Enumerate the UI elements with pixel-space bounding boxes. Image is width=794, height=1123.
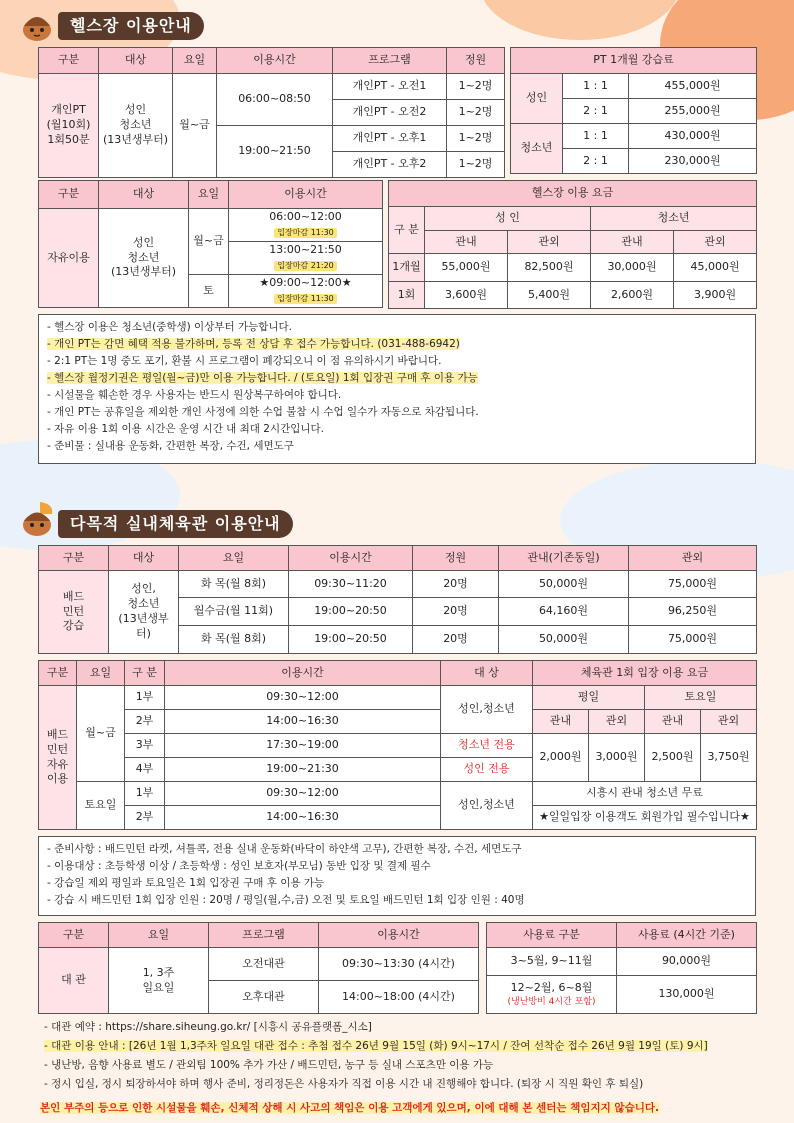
session-time: 14:00~16:30 xyxy=(165,806,441,830)
footer-line: - 냉난방, 음향 사용료 별도 / 관외팀 100% 추가 가산 / 배드민턴, 농구 등 실내 스포츠만 이용 가능 xyxy=(44,1059,494,1071)
pt-program: 개인PT - 오전1 xyxy=(333,74,447,100)
col-header: 구 분 xyxy=(125,661,165,686)
free-category: 자유이용 xyxy=(39,209,99,308)
background-leaf xyxy=(480,0,680,40)
fee-out: 관외 xyxy=(701,710,757,734)
rental-fee-table xyxy=(486,922,757,1014)
note-line: - 헬스장 월정기권은 평일(월~금)만 이용 가능합니다. / (토요일) 1회 입장권 구매 후 이용 가능 xyxy=(47,372,478,384)
gym-fee-out: 관외 xyxy=(508,231,591,254)
gym-fee-out: 관외 xyxy=(674,231,757,254)
entry-deadline-badge: 입장마감 11:30 xyxy=(274,228,337,238)
pt-fee-amount: 230,000원 xyxy=(629,149,757,174)
col-header: 요일 xyxy=(179,546,289,571)
pt-fee-amount: 430,000원 xyxy=(629,124,757,149)
rental-time: 14:00~18:00 (4시간) xyxy=(319,981,479,1014)
entry-fee-title: 체육관 1회 입장 이용 요금 xyxy=(533,661,757,686)
lesson-fee-in: 50,000원 xyxy=(499,571,629,598)
fee-value: 2,000원 xyxy=(533,734,589,782)
col-header: 대상 xyxy=(99,48,173,74)
rental-table xyxy=(38,922,479,1014)
col-header: 요일 xyxy=(173,48,217,74)
pt-fee-table xyxy=(510,47,757,174)
note-line: - 헬스장 이용은 청소년(중학생) 이상부터 가능합니다. xyxy=(47,321,293,333)
col-header: 구분 xyxy=(39,48,99,74)
rental-days: 1, 3주 일요일 xyxy=(109,948,209,1014)
fitness-notes xyxy=(38,314,756,464)
fee-in: 관내 xyxy=(645,710,701,734)
free-badminton-sat: 토요일 xyxy=(77,782,125,830)
gym-fee-value: 3,600원 xyxy=(425,282,508,309)
gym-fee-in: 관내 xyxy=(591,231,674,254)
note-line: - 자유 이용 1회 이용 시간은 운영 시간 내 최대 2시간입니다. xyxy=(47,423,325,435)
rental-period: 3~5월, 9~11월 xyxy=(487,948,617,976)
lesson-fee-out: 96,250원 xyxy=(629,598,757,626)
pt-days: 월~금 xyxy=(173,74,217,178)
fitness-section-title: 헬스장 이용안내 xyxy=(58,12,204,40)
lesson-day: 화 목(월 8회) xyxy=(179,571,289,598)
session-part: 2부 xyxy=(125,710,165,734)
session-time: 19:00~21:30 xyxy=(165,758,441,782)
lesson-day: 월수금(월 11회) xyxy=(179,598,289,626)
gym-section-title: 다목적 실내체육관 이용안내 xyxy=(58,510,293,538)
col-header: 대상 xyxy=(99,181,189,209)
lesson-capacity: 20명 xyxy=(413,598,499,626)
gym-notes xyxy=(38,836,756,916)
col-header: 요일 xyxy=(77,661,125,686)
gym-fee-youth: 청소년 xyxy=(591,207,757,231)
note-line: - 시설물을 훼손한 경우 사용자는 반드시 원상복구하여야 합니다. xyxy=(47,389,342,401)
rental-program: 오전대관 xyxy=(209,948,319,981)
free-target: 성인 청소년 (13년생부터) xyxy=(99,209,189,308)
lesson-category: 배드 민턴 강습 xyxy=(39,571,109,654)
session-part: 1부 xyxy=(125,782,165,806)
lesson-day: 화 목(월 8회) xyxy=(179,626,289,654)
footer-line: - 정시 입실, 정시 퇴장하셔야 하며 행사 준비, 정리정돈은 사용자가 직접 이용 시간 내 진행해야 합니다. (퇴장 시 직원 확인 후 퇴실) xyxy=(44,1078,644,1090)
free-slot: ★09:00~12:00★ 입장마감 11:30 xyxy=(229,275,383,308)
session-time: 09:30~12:00 xyxy=(165,686,441,710)
note-line: - 강습 시 배드민턴 1회 입장 인원 : 20명 / 평일(월,수,금) 오전 및 토요일 배드민턴 1회 입장 인원 : 40명 xyxy=(47,894,525,906)
gym-fee-in: 관내 xyxy=(425,231,508,254)
badminton-lesson-table xyxy=(38,545,757,654)
pt-fee-title: PT 1개월 강습료 xyxy=(511,48,757,74)
col-header: 이용시간 xyxy=(229,181,383,209)
chestnut-mascot-icon xyxy=(18,500,56,538)
pt-schedule-table xyxy=(38,47,505,178)
session-part: 1부 xyxy=(125,686,165,710)
session-target-youth: 청소년 전용 xyxy=(441,734,533,758)
free-sat: 토 xyxy=(189,275,229,308)
col-header: 정원 xyxy=(413,546,499,571)
pt-fee-youth: 청소년 xyxy=(511,124,563,174)
rental-category: 대 관 xyxy=(39,948,109,1014)
fee-value: 2,500원 xyxy=(645,734,701,782)
fee-sat-label: 토요일 xyxy=(645,686,757,710)
free-badminton-weekday: 월~금 xyxy=(77,686,125,782)
lesson-time: 09:30~11:20 xyxy=(289,571,413,598)
pt-time-pm: 19:00~21:50 xyxy=(217,126,333,178)
note-line: - 강습일 제외 평일과 토요일은 1회 입장권 구매 후 이용 가능 xyxy=(47,877,325,889)
col-header: 관외 xyxy=(629,546,757,571)
free-badminton-category: 배드 민턴 자유 이용 xyxy=(39,686,77,830)
lesson-capacity: 20명 xyxy=(413,571,499,598)
rental-fee: 130,000원 xyxy=(617,976,757,1014)
pt-capacity: 1~2명 xyxy=(447,152,505,178)
pt-capacity: 1~2명 xyxy=(447,100,505,126)
col-header: 요일 xyxy=(189,181,229,209)
gym-fee-value: 3,900원 xyxy=(674,282,757,309)
pt-program: 개인PT - 오전2 xyxy=(333,100,447,126)
gym-fee-value: 5,400원 xyxy=(508,282,591,309)
col-header: 요일 xyxy=(109,923,209,948)
free-slot: 13:00~21:50 입장마감 21:20 xyxy=(229,242,383,275)
chestnut-mascot-icon xyxy=(18,6,56,44)
rental-program: 오후대관 xyxy=(209,981,319,1014)
pt-fee-amount: 455,000원 xyxy=(629,74,757,99)
col-header: 이용시간 xyxy=(165,661,441,686)
note-line: - 이용대상 : 초등학생 이상 / 초등학생 : 성인 보호자(부모님) 동반 입장 및 결제 필수 xyxy=(47,860,431,872)
note-line: - 준비물 : 실내용 운동화, 간편한 복장, 수건, 세면도구 xyxy=(47,440,294,452)
lesson-fee-out: 75,000원 xyxy=(629,571,757,598)
note-line: - 2:1 PT는 1명 중도 포기, 환불 시 프로그램이 폐강되오니 이 점 유의하시기 바랍니다. xyxy=(47,355,442,367)
fee-value: 3,000원 xyxy=(589,734,645,782)
col-header: 프로그램 xyxy=(333,48,447,74)
pt-fee-amount: 255,000원 xyxy=(629,99,757,124)
col-header: 이용시간 xyxy=(289,546,413,571)
lesson-fee-in: 64,160원 xyxy=(499,598,629,626)
free-use-table xyxy=(38,180,383,308)
col-header: 사용료 구분 xyxy=(487,923,617,948)
col-header: 관내(기존동일) xyxy=(499,546,629,571)
pt-fee-ratio: 1 : 1 xyxy=(563,124,629,149)
pt-fee-ratio: 2 : 1 xyxy=(563,99,629,124)
session-target-adult: 성인 전용 xyxy=(441,758,533,782)
gym-fee-table xyxy=(388,180,757,309)
col-header: 이용시간 xyxy=(319,923,479,948)
fee-in: 관내 xyxy=(533,710,589,734)
lesson-time: 19:00~20:50 xyxy=(289,626,413,654)
session-time: 09:30~12:00 xyxy=(165,782,441,806)
entry-deadline-badge: 입장마감 11:30 xyxy=(274,294,337,304)
col-header: 사용료 (4시간 기준) xyxy=(617,923,757,948)
gym-fee-value: 82,500원 xyxy=(508,254,591,282)
gym-fee-row-label: 1개월 xyxy=(389,254,425,282)
col-header: 정원 xyxy=(447,48,505,74)
rental-reservation-link[interactable]: - 대관 예약 : https://share.siheung.go.kr/ [시흥시 공유플랫폼_시소] xyxy=(44,1021,372,1033)
pt-program: 개인PT - 오후2 xyxy=(333,152,447,178)
pt-fee-ratio: 1 : 1 xyxy=(563,74,629,99)
pt-program: 개인PT - 오후1 xyxy=(333,126,447,152)
fee-value: 3,750원 xyxy=(701,734,757,782)
gym-fee-value: 2,600원 xyxy=(591,282,674,309)
gym-fee-value: 30,000원 xyxy=(591,254,674,282)
col-header: 구분 xyxy=(39,181,99,209)
gym-fee-row-label: 1회 xyxy=(389,282,425,309)
pt-fee-adult: 성인 xyxy=(511,74,563,124)
note-line: - 준비사항 : 배드민턴 라켓, 셔틀콕, 전용 실내 운동화(바닥이 하얀색 고무), 간편한 복장, 수건, 세면도구 xyxy=(47,843,522,855)
session-part: 3부 xyxy=(125,734,165,758)
rental-time: 09:30~13:30 (4시간) xyxy=(319,948,479,981)
footer-line: - 대관 이용 안내 : [26년 1월 1,3주차 일요일 대관 접수 : 추첨 접수 26년 9월 15일 (화) 9시~17시 / 잔여 선착순 접수 26년 9월 19일 (토) 9시] xyxy=(44,1040,708,1052)
session-part: 4부 xyxy=(125,758,165,782)
pt-capacity: 1~2명 xyxy=(447,126,505,152)
fee-weekday-label: 평일 xyxy=(533,686,645,710)
session-target: 성인,청소년 xyxy=(441,782,533,830)
entry-deadline-badge: 입장마감 21:20 xyxy=(274,261,337,271)
pt-time-am: 06:00~08:50 xyxy=(217,74,333,126)
gym-fee-value: 55,000원 xyxy=(425,254,508,282)
pt-fee-ratio: 2 : 1 xyxy=(563,149,629,174)
note-line: - 개인 PT는 공휴일을 제외한 개인 사정에 의한 수업 불참 시 수업 일수가 자동으로 차감됩니다. xyxy=(47,406,479,418)
col-header: 대상 xyxy=(109,546,179,571)
pt-capacity: 1~2명 xyxy=(447,74,505,100)
liability-warning: 본인 부주의 등으로 인한 시설물을 훼손, 신체적 상해 시 사고의 책임은 이용 고객에게 있으며, 이에 대해 본 센터는 책임지지 않습니다. xyxy=(40,1102,659,1114)
col-header: 이용시간 xyxy=(217,48,333,74)
youth-free-note: 시흥시 관내 청소년 무료 xyxy=(533,782,757,806)
pt-category: 개인PT (월10회) 1회50분 xyxy=(39,74,99,178)
col-header: 대 상 xyxy=(441,661,533,686)
pt-target: 성인 청소년 (13년생부터) xyxy=(99,74,173,178)
fee-out: 관외 xyxy=(589,710,645,734)
col-header: 구분 xyxy=(39,661,77,686)
free-weekday: 월~금 xyxy=(189,209,229,275)
lesson-fee-in: 50,000원 xyxy=(499,626,629,654)
col-header: 구분 xyxy=(39,923,109,948)
rental-fee: 90,000원 xyxy=(617,948,757,976)
signup-required-note: ★일일입장 이용객도 회원가입 필수입니다★ xyxy=(533,806,757,830)
col-header: 구분 xyxy=(39,546,109,571)
lesson-time: 19:00~20:50 xyxy=(289,598,413,626)
free-slot: 06:00~12:00 입장마감 11:30 xyxy=(229,209,383,242)
lesson-capacity: 20명 xyxy=(413,626,499,654)
gym-fee-category: 구 분 xyxy=(389,207,425,254)
session-target: 성인,청소년 xyxy=(441,686,533,734)
col-header: 프로그램 xyxy=(209,923,319,948)
note-line: - 개인 PT는 감면 혜택 적용 불가하며, 등록 전 상담 후 접수 가능합니다. (031-488-6942) xyxy=(47,338,460,350)
session-time: 17:30~19:00 xyxy=(165,734,441,758)
badminton-free-table xyxy=(38,660,757,830)
lesson-fee-out: 75,000원 xyxy=(629,626,757,654)
lesson-target: 성인, 청소년 (13년생부터) xyxy=(109,571,179,654)
gym-fee-value: 45,000원 xyxy=(674,254,757,282)
gym-fee-adult: 성 인 xyxy=(425,207,591,231)
session-part: 2부 xyxy=(125,806,165,830)
rental-period: 12~2월, 6~8월 (냉난방비 4시간 포함) xyxy=(487,976,617,1014)
gym-fee-title: 헬스장 이용 요금 xyxy=(389,181,757,207)
session-time: 14:00~16:30 xyxy=(165,710,441,734)
